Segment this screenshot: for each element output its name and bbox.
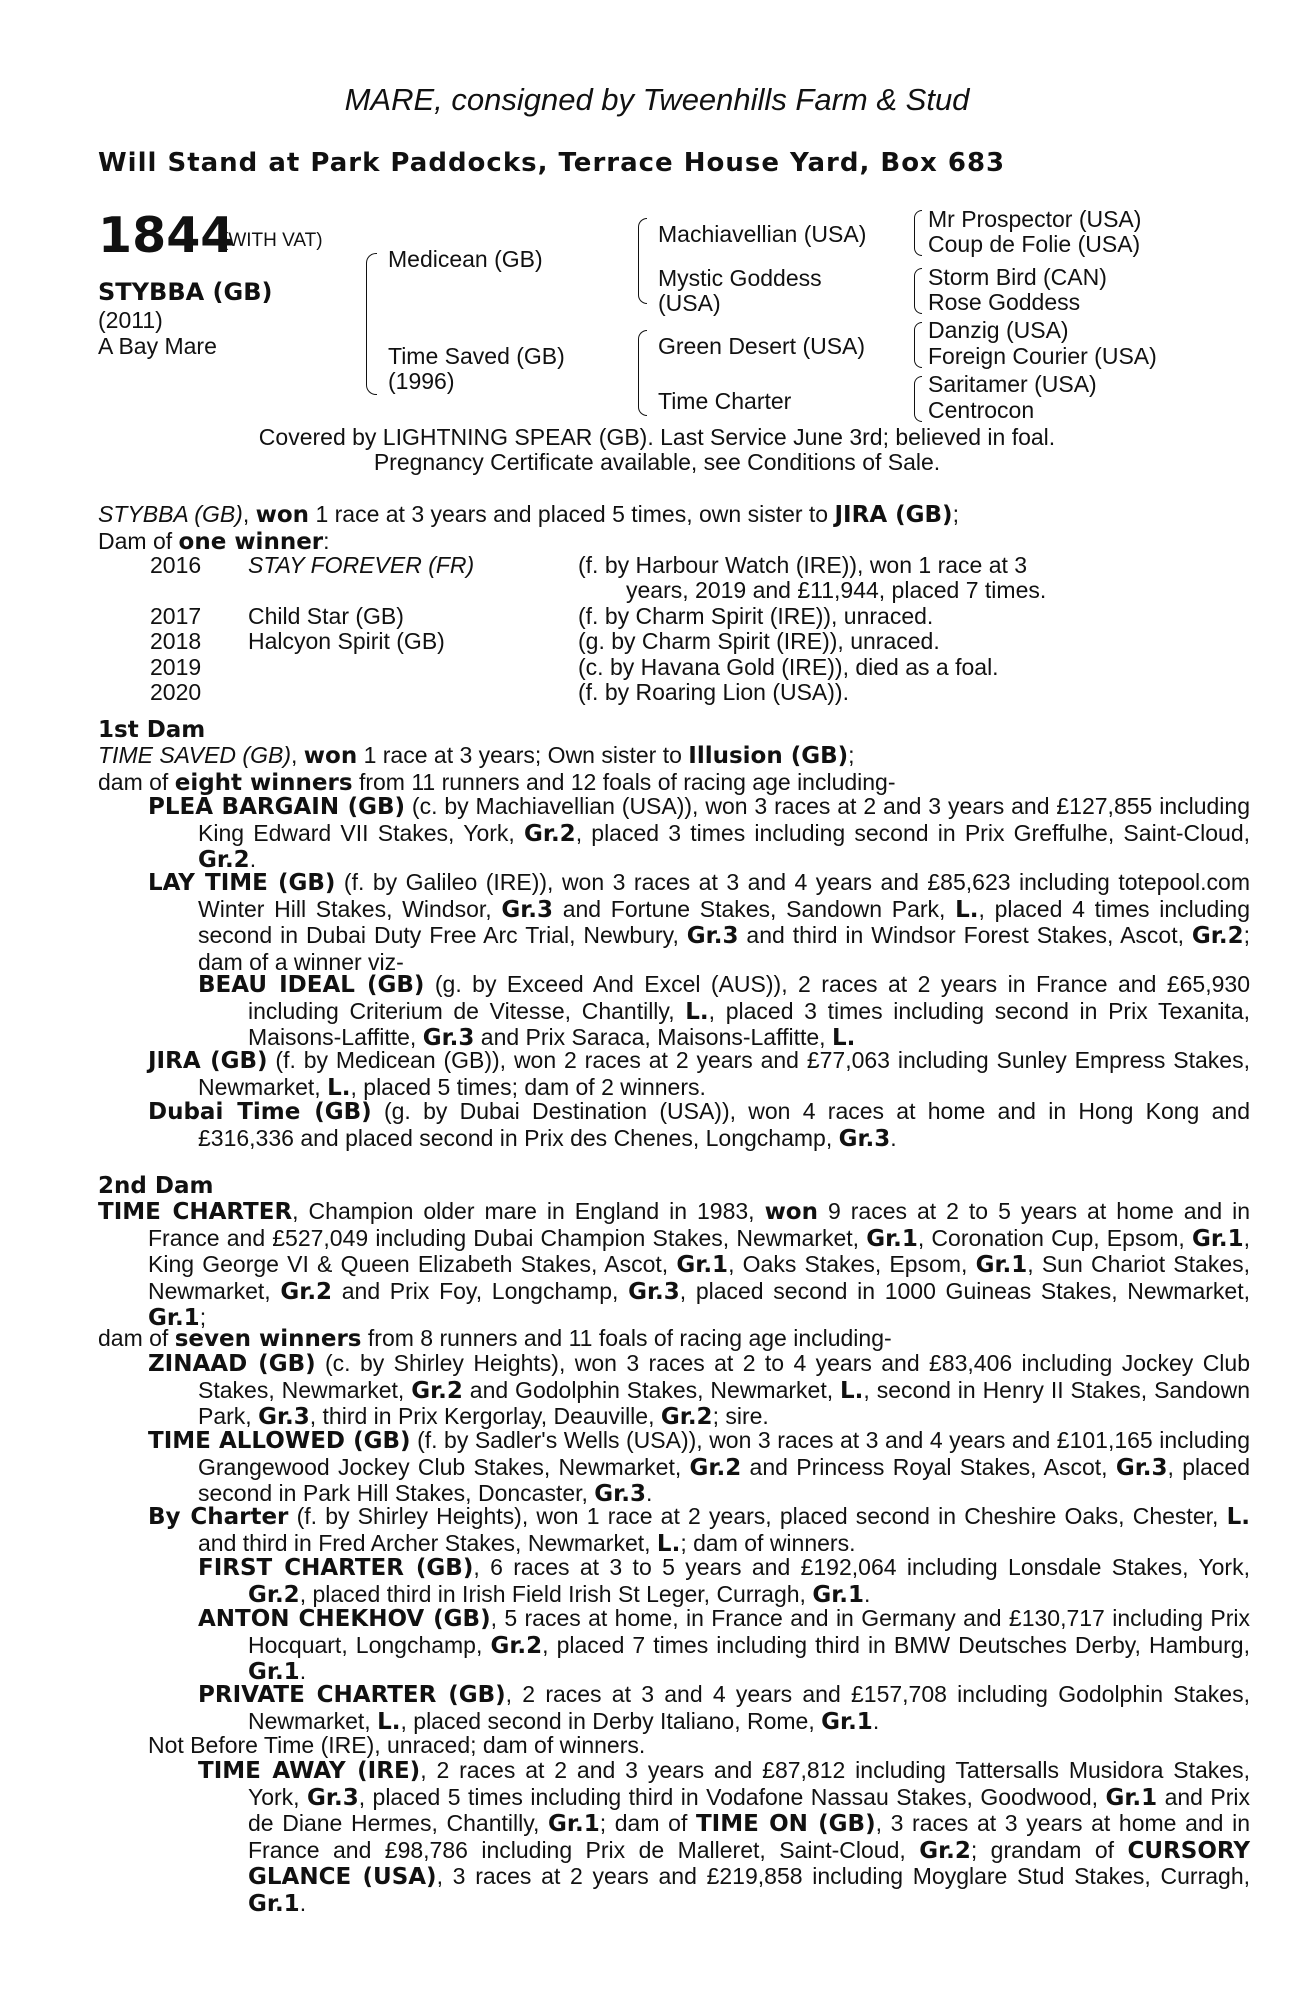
first-dam-intro: TIME SAVED (GB), won 1 race at 3 years; Own sister to Illusion (GB); dam of eight winners from 11 runners and 12 foals of racing age including-	[98, 742, 896, 796]
produce-info: (g. by Charm Spirit (IRE)), unraced.	[578, 628, 940, 654]
pedigree-dam: Time Saved (GB)	[388, 343, 565, 369]
lot-number: 1844	[98, 207, 235, 264]
second-dam-summary: dam of seven winners from 8 runners and 11 foals of racing age including-	[98, 1325, 892, 1352]
pedigree-brace	[914, 268, 922, 314]
section-heading: 2nd Dam	[98, 1173, 214, 1199]
progeny-entry: PLEA BARGAIN (GB) (c. by Machiavellian (USA)), won 3 races at 2 and 3 years and £127,855 including King Edward VII Stakes, York, Gr.2, placed 3 times including second in Prix Greffulhe, Saint-Cloud, Gr.2.	[148, 793, 1251, 873]
produce-year: 2018	[150, 628, 202, 654]
pedigree-sds: Storm Bird (CAN)	[928, 264, 1107, 290]
progeny-entry: ANTON CHEKHOV (GB), 5 races at home, in France and in Germany and £130,717 including Prix Hocquart, Longchamp, Gr.2, placed 7 times including third in BMW Deutsches Derby, Hamburg, Gr.1.	[198, 1605, 1250, 1685]
pedigree-sd: Mystic Goddess	[658, 265, 822, 291]
pedigree-sss: Mr Prospector (USA)	[928, 206, 1142, 232]
produce-name: STAY FOREVER (FR)	[248, 552, 475, 578]
progeny-entry: JIRA (GB) (f. by Medicean (GB)), won 2 races at 2 years and £77,063 including Sunley Empress Stakes, Newmarket, L., placed 5 times; dam of 2 winners.	[148, 1047, 1250, 1101]
second-dam-record: TIME CHARTER, Champion older mare in England in 1983, won 9 races at 2 to 5 years at home and in France and £527,049 including Dubai Champion Stakes, Newmarket, Gr.1, Coronation Cup, Epsom, Gr.1, King George VI & Queen Elizabeth Stakes, Ascot, Gr.1, Oaks Stakes, Epsom, Gr.1, Sun Chariot Stakes, Newmarket, Gr.2 and Prix Foy, Longchamp, Gr.3, placed second in 1000 Guineas Stakes, Newmarket, Gr.1;	[98, 1198, 1251, 1331]
page-title: MARE, consigned by Tweenhills Farm & Stud	[344, 82, 970, 117]
pedigree-ss: Machiavellian (USA)	[658, 221, 867, 247]
pedigree-sire: Medicean (GB)	[388, 246, 543, 272]
pedigree-ds: Green Desert (USA)	[658, 333, 866, 359]
progeny-entry: LAY TIME (GB) (f. by Galileo (IRE)), won 3 races at 3 and 4 years and £85,623 including totepool.com Winter Hill Stakes, Windsor, Gr.3 and Fortune Stakes, Sandown Park, L., placed 4 times including second in Dubai Duty Free Arc Trial, Newbury, Gr.3 and third in Windsor Forest Stakes, Ascot, Gr.2; dam of a winner viz-	[148, 869, 1251, 975]
pedigree-ddd: Centrocon	[928, 397, 1035, 423]
pedigree-dsd: Foreign Courier (USA)	[928, 343, 1157, 369]
produce-year: 2017	[150, 603, 202, 629]
pedigree-dds: Saritamer (USA)	[928, 371, 1097, 397]
produce-info: (c. by Havana Gold (IRE)), died as a foal.	[578, 654, 999, 680]
pedigree-ssd: Coup de Folie (USA)	[928, 231, 1141, 257]
progeny-entry: FIRST CHARTER (GB), 6 races at 3 to 5 years and £192,064 including Lonsdale Stakes, York, Gr.2, placed third in Irish Field Irish St Leger, Curragh, Gr.1.	[198, 1554, 1250, 1608]
progeny-entry: TIME AWAY (IRE), 2 races at 2 and 3 years and £87,812 including Tattersalls Musidora Stakes, York, Gr.3, placed 5 times including third in Vodafone Nassau Stakes, Goodwood, Gr.1 and Prix de Diane Hermes, Chantilly, Gr.1; dam of TIME ON (GB), 3 races at 3 years at home and in France and £98,786 including Prix de Malleret, Saint-Cloud, Gr.2; grandam of CURSORY GLANCE (USA), 3 races at 2 years and £219,858 including Moyglare Stud Stakes, Curragh, Gr.1.	[198, 1757, 1251, 1917]
pedigree-dam-year: (1996)	[388, 368, 455, 394]
pedigree-sd-2: (USA)	[658, 290, 721, 316]
section-heading: 1st Dam	[98, 717, 206, 743]
produce-year: 2019	[150, 654, 202, 680]
pedigree-brace	[638, 330, 647, 416]
progeny-entry: BEAU IDEAL (GB) (g. by Exceed And Excel (AUS)), 2 races at 2 years in France and £65,930 including Criterium de Vitesse, Chantilly, L., placed 3 times including second in Prix Texanita, Maisons-Laffitte, Gr.3 and Prix Saraca, Maisons-Laffitte, L.	[198, 971, 1250, 1051]
produce-info-2: years, 2019 and £11,944, placed 7 times.	[626, 577, 1047, 603]
produce-year: 2016	[150, 552, 202, 578]
pedigree-brace	[914, 376, 922, 422]
pedigree-dss: Danzig (USA)	[928, 317, 1069, 343]
covered-by: Covered by LIGHTNING SPEAR (GB). Last Service June 3rd; believed in foal.	[258, 424, 1056, 450]
pedigree-brace	[638, 218, 647, 304]
dam-name: STYBBA (GB)	[98, 501, 243, 527]
progeny-entry: Dubai Time (GB) (g. by Dubai Destination (USA)), won 4 races at home and in Hong Kong and £316,336 and placed second in Prix des Chenes, Longchamp, Gr.3.	[148, 1098, 1250, 1152]
progeny-entry: PRIVATE CHARTER (GB), 2 races at 3 and 4 years and £157,708 including Godolphin Stakes, Newmarket, L., placed second in Derby Italiano, Rome, Gr.1.	[198, 1681, 1250, 1735]
pedigree-sdd: Rose Goddess	[928, 289, 1081, 315]
progeny-entry: By Charter (f. by Shirley Heights), won 1 race at 2 years, placed second in Cheshire Oaks, Chester, L. and third in Fred Archer Stakes, Newmarket, L.; dam of winners.	[148, 1503, 1250, 1557]
dam-summary: STYBBA (GB), won 1 race at 3 years and placed 5 times, own sister to JIRA (GB); Dam of one winner:	[98, 501, 959, 555]
pedigree-dd: Time Charter	[658, 388, 792, 414]
pedigree-brace	[914, 210, 922, 256]
stand-location: Will Stand at Park Paddocks, Terrace House Yard, Box 683	[98, 148, 1006, 178]
produce-name: Child Star (GB)	[248, 603, 404, 629]
horse-description: A Bay Mare	[98, 333, 217, 359]
horse-name: STYBBA (GB)	[98, 278, 273, 306]
progeny-entry: TIME ALLOWED (GB) (f. by Sadler's Wells (USA)), won 3 races at 3 and 4 years and £101,165 including Grangewood Jockey Club Stakes, Newmarket, Gr.2 and Princess Royal Stakes, Ascot, Gr.3, placed second in Park Hill Stakes, Doncaster, Gr.3.	[148, 1427, 1251, 1507]
pregnancy-certificate: Pregnancy Certificate available, see Conditions of Sale.	[373, 449, 941, 475]
progeny-entry: ZINAAD (GB) (c. by Shirley Heights), won 3 races at 2 to 4 years and £83,406 including Jockey Club Stakes, Newmarket, Gr.2 and Godolphin Stakes, Newmarket, L., second in Henry II Stakes, Sandown Park, Gr.3, third in Prix Kergorlay, Deauville, Gr.2; sire.	[148, 1350, 1251, 1430]
produce-info: (f. by Roaring Lion (USA)).	[578, 679, 849, 705]
produce-name: Halcyon Spirit (GB)	[248, 628, 445, 654]
pedigree-brace	[914, 322, 922, 368]
vat-label: (WITH VAT)	[222, 230, 323, 251]
produce-info: (f. by Charm Spirit (IRE)), unraced.	[578, 603, 934, 629]
pedigree-brace	[366, 253, 377, 395]
produce-year: 2020	[150, 679, 202, 705]
progeny-entry: Not Before Time (IRE), unraced; dam of winners.	[148, 1732, 646, 1758]
horse-year: (2011)	[98, 307, 163, 333]
produce-info: (f. by Harbour Watch (IRE)), won 1 race at 3	[578, 552, 1028, 578]
